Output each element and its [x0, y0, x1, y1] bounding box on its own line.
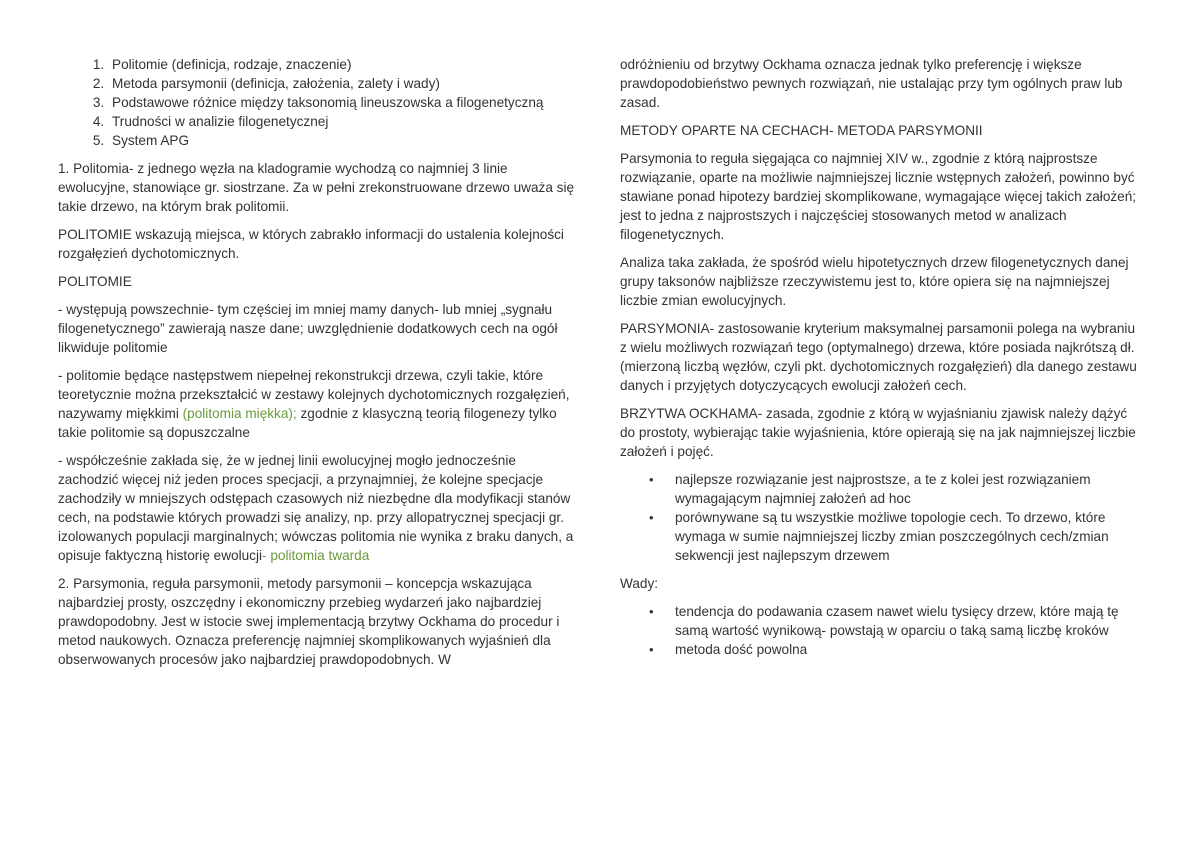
parsymonia-continued: odróżnieniu od brzytwy Ockhama oznacza jednak tylko preferencję i większe prawdopodobieństwo pewnych rozwiązań, nie ustalając przy tym ogólnych praw lub zasad. [620, 57, 1123, 110]
ockham-razor: BRZYTWA OCKHAMA- zasada, zgodnie z którą w wyjaśnianiu zjawisk należy dążyć do prostoty, wybierając takie wyjaśnienia, które opierają się na jak najmniejszej liczbie założeń i pojęć. [620, 406, 1136, 459]
parsymonia-rule: Parsymonia to reguła sięgająca co najmniej XIV w., zgodnie z którą najprostsze rozwiązanie, oparte na możliwie najmniejszej licznie wstępnych założeń, powinno być stawiane ponad hipotezy bardziej skomplikowane, wymagające więcej takich założeń; jest to jedna z najprostszych i najczęściej stosowanych metod w analizach filogenetycznych. [620, 151, 1137, 242]
list-item [649, 508, 1145, 565]
list-item [649, 602, 1145, 640]
toc-item: 1. Politomie (definicja, rodzaje, znaczenie) [108, 55, 578, 74]
highlight-soft-polytomy: (politomia miękka); [182, 406, 297, 421]
politomie-point-2 [58, 366, 578, 442]
disadvantages-heading: Wady: [620, 576, 659, 591]
list-item [649, 470, 1145, 508]
politomie-point-1: - występują powszechnie- tym częściej im mniej mamy danych- lub mniej „sygnału filogenetycznego” zawierają nasze dane; uwzględnienie dodatkowych cech na ogół likwiduje politomie [58, 302, 558, 355]
politomie-heading: POLITOMIE [58, 274, 132, 289]
politomia-definition: 1. Politomia- z jednego węzła na kladogramie wychodzą co najmniej 3 linie ewolucyjne, stanowiące gr. siostrzane. Za w pełni zrekonstruowane drzewo uważa się takie drzewo, na którym brak politomii. [58, 161, 575, 214]
bullet-list-disadvantages [620, 602, 1145, 659]
bullet-icon: • [649, 642, 654, 657]
parsymonia-criterion: PARSYMONIA- zastosowanie kryterium maksymalnej parsamonii polega na wybraniu z wielu możliwych rozwiązań tego (optymalnego) drzewa, które posiada najkrótszą dł. (mierzoną liczbą węzłów, czyli pkt. dychotomicznych rozgałęzień) dla danego zestawu danych i przyjętych dotyczycących ewolucji założeń cech. [620, 321, 1137, 393]
list-item-text: tendencja do podawania czasem nawet wielu tysięcy drzew, które mają tę samą wartość wynikową- powstają w oparciu o taką samą liczbę kroków [675, 604, 1119, 638]
bullet-icon: • [649, 510, 654, 525]
highlight-hard-polytomy: - politomia twarda [262, 548, 370, 563]
politomie-point-3 [58, 451, 578, 565]
bullet-icon: • [649, 472, 654, 487]
politomie-paragraph: POLITOMIE wskazują miejsca, w których zabrakło informacji do ustalenia kolejności rozgałęzień dychotomicznych. [58, 227, 564, 261]
bullet-list-advantages [620, 470, 1145, 565]
toc-item: 5. System APG [108, 131, 578, 150]
list-item-text: porównywane są tu wszystkie możliwe topologie cech. To drzewo, które wymaga w sumie najmniejszej liczby zmian poszczególnych cech/zmian sekwencji jest najlepszym drzewem [675, 510, 1109, 563]
right-column [620, 55, 1145, 668]
toc-item: 3. Podstawowe różnice między taksonomią lineuszowska a filogenetyczną [108, 93, 578, 112]
list-item [649, 640, 1145, 659]
text-span: - politomie będące następstwem niepełnej rekonstrukcji drzewa, czyli takie, które teoretycznie można przekształcić w zestawy kolejnych dychotomicznych rozgałęzień, nazywamy miękkimi [58, 368, 570, 421]
list-item-text: metoda dość powolna [675, 642, 808, 657]
table-of-contents [58, 55, 578, 150]
text-span: - współcześnie zakłada się, że w jednej linii ewolucyjnej mogło jednocześnie zachodzić więcej niż jeden proces specjacji, a przynajmniej, że kolejne specjacje zachodziły w mniejszych odstępach czasowych niż niezbędne dla modyfikacji stanów cech, na podstawie których prowadzi się analizy, np. przy allopatrycznej specjacji gr. izolowanych populacji marginalnych; wówczas politomia nie wynika z braku danych, a opisuje faktyczną historię ewolucji [58, 453, 574, 563]
toc-item: 2. Metoda parsymonii (definicja, założenia, zalety i wady) [108, 74, 578, 93]
section-heading: METODY OPARTE NA CECHACH- METODA PARSYMONII [620, 123, 983, 138]
list-item-text: najlepsze rozwiązanie jest najprostsze, a te z kolei jest rozwiązaniem wymagającym najmniej założeń ad hoc [675, 472, 1091, 506]
analysis-paragraph: Analiza taka zakłada, że spośród wielu hipotetycznych drzew filogenetycznych danej grupy taksonów najbliższe rzeczywistemu jest to, które opiera się na najmniejszej liczbie zmian ewolucyjnych. [620, 255, 1129, 308]
left-column [58, 55, 578, 678]
toc-item: 4. Trudności w analizie filogenetycznej [108, 112, 578, 131]
parsymonia-paragraph: 2. Parsymonia, reguła parsymonii, metody parsymonii – koncepcja wskazująca najbardziej prosty, oszczędny i ekonomiczny przebieg wydarzeń jako najbardziej prawdopodobny. Jest w istocie swej implementacją brzytwy Ockhama do procedur i metod naukowych. Oznacza preferencję najmniej skomplikowanych wyjaśnień dla obserwowanych procesów jako najbardziej prawdopodobnych. W [58, 576, 560, 667]
bullet-icon: • [649, 604, 654, 619]
text-span: zgodnie z klasyczną teorią filogenezy tylko takie politomie są dopuszczalne [58, 406, 557, 440]
